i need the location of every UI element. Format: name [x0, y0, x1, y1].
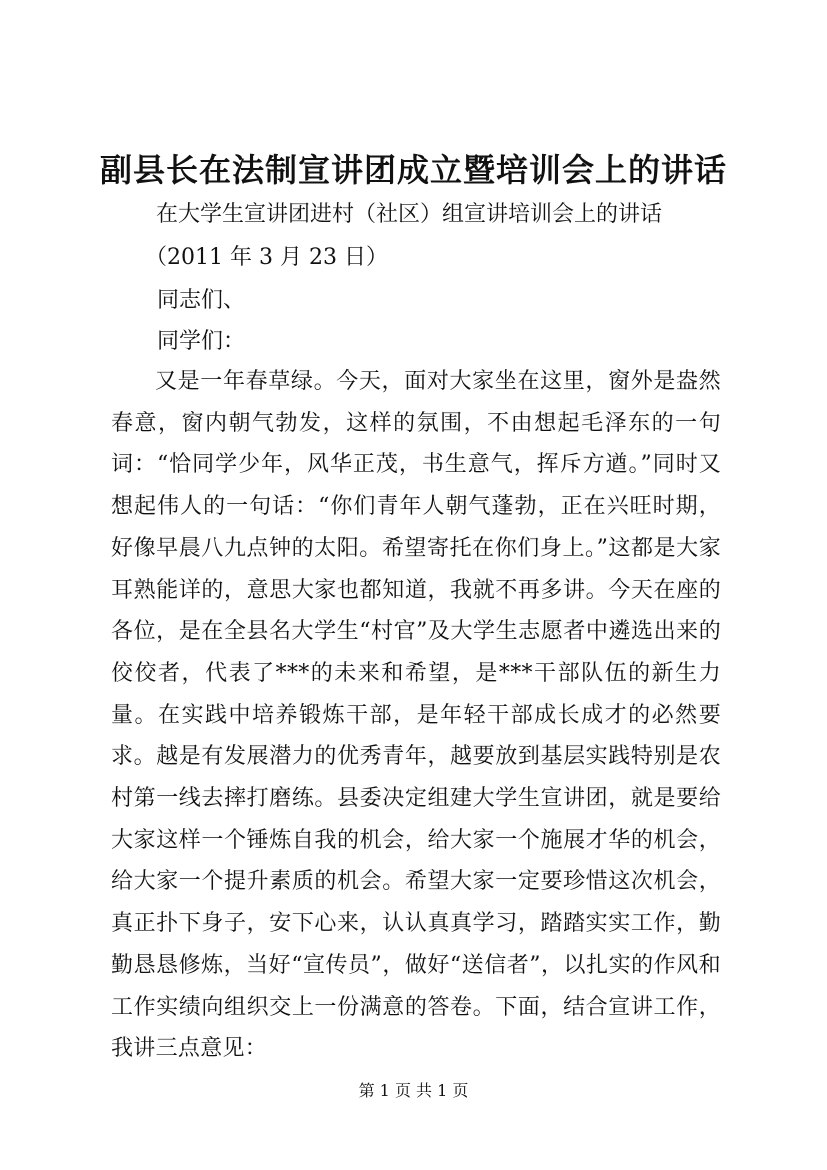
page-footer: 第 1 页 共 1 页 — [358, 1081, 469, 1100]
greeting-students: 同学们： — [157, 329, 246, 354]
body-paragraph: 又是一年春草绿。今天，面对大家坐在这里，窗外是盎然春意，窗内朝气勃发，这样的氛围，不由想起毛泽东的一句词：“恰同学少年，风华正茂，书生意气，挥斥方遒。”同时又想起伟人的一句话：“你们青年人朝气蓬勃，正在兴旺时期，好像早晨八九点钟的太阳。希望寄托在你们身上。”这都是大家耳熟能详的，意思大家也都知道，我就不再多讲。今天在座的各位，是在全县名大学生“村官”及大学生志愿者中遴选出来的佼佼者，代表了***的未来和希望，是***干部队伍的新生力量。在实践中培养锻炼干部，是年轻干部成长成才的必然要求。越是有发展潜力的优秀青年，越要放到基层实践特别是农村第一线去摔打磨练。县委决定组建大学生宣讲团，就是要给大家这样一个锤炼自我的机会，给大家一个施展才华的机会，给大家一个提升素质的机会。希望大家一定要珍惜这次机会，真正扑下身子，安下心来，认认真真学习，踏踏实实工作，勤勤恳恳修炼，当好“宣传员”，做好“送信者”，以扎实的作风和工作实绩向组织交上一份满意的答卷。下面，结合宣讲工作，我讲三点意见： — [111, 369, 721, 1062]
document-subtitle: 在大学生宣讲团进村（社区）组宣讲培训会上的讲话 — [156, 202, 663, 227]
speech-date: （2011 年 3 月 23 日） — [145, 245, 388, 270]
document-title: 副县长在法制宣讲团成立暨培训会上的讲话 — [99, 151, 727, 189]
greeting-comrades: 同志们、 — [157, 288, 246, 313]
